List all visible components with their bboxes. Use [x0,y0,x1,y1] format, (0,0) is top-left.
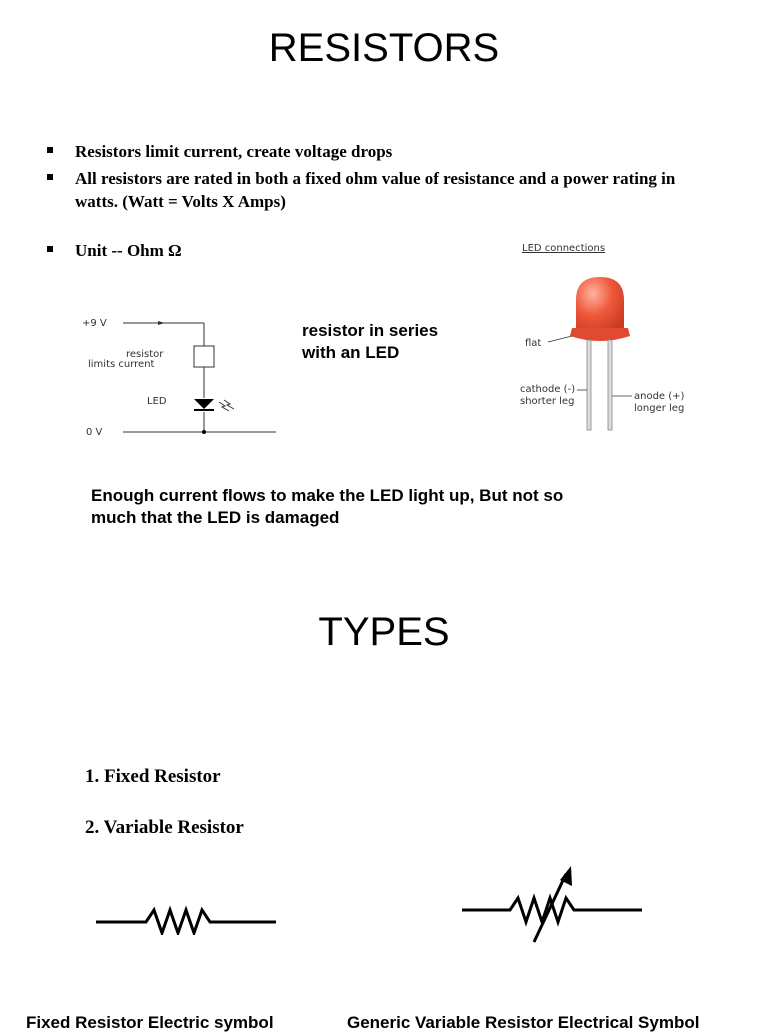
caption-line: resistor in series [302,321,439,340]
flat-label: flat [525,338,542,349]
page-title: RESISTORS [268,26,500,70]
types-title: TYPES [318,610,450,654]
type-item-variable: 2. Variable Resistor [85,817,244,838]
square-bullet-icon [47,147,53,153]
type-item-fixed: 1. Fixed Resistor [85,766,221,787]
shorter-leg-label: shorter leg [520,396,575,407]
bullet-item [46,167,706,213]
bullet-item [46,239,706,262]
led-connections-title: LED connections [522,243,606,254]
resistor-label: resistor [126,349,164,360]
fixed-symbol-caption: Fixed Resistor Electric symbol [26,1013,274,1032]
explanation-line: much that the LED is damaged [91,508,340,527]
led-label: LED [147,396,167,407]
bullet-list [46,140,706,266]
bullet-text: Resistors limit current, create voltage drops [75,142,393,161]
bullet-item [46,140,706,163]
circuit-caption [302,320,438,364]
cathode-label: cathode (-) [520,384,576,395]
explanation-text [91,485,563,529]
bullet-text: Unit -- Ohm Ω [75,241,182,260]
zero-v-label: 0 V [86,427,103,438]
square-bullet-icon [47,246,53,252]
bullet-text: All resistors are rated in both a fixed ohm value of resistance and a power rating in watts. (Watt = Volts X Amps) [75,169,676,211]
variable-symbol-caption: Generic Variable Resistor Electrical Symbol [347,1013,700,1032]
explanation-line: Enough current flows to make the LED light up, But not so [91,486,564,505]
limits-current-label: limits current [88,359,155,370]
caption-line: with an LED [302,343,400,362]
plus-9v-label: +9 V [82,318,107,329]
longer-leg-label: longer leg [634,403,685,414]
square-bullet-icon [47,174,53,180]
led-circuit-diagram [78,310,283,440]
fixed-resistor-symbol [96,905,280,935]
anode-label: anode (+) [634,391,685,402]
variable-resistor-symbol [460,862,646,946]
